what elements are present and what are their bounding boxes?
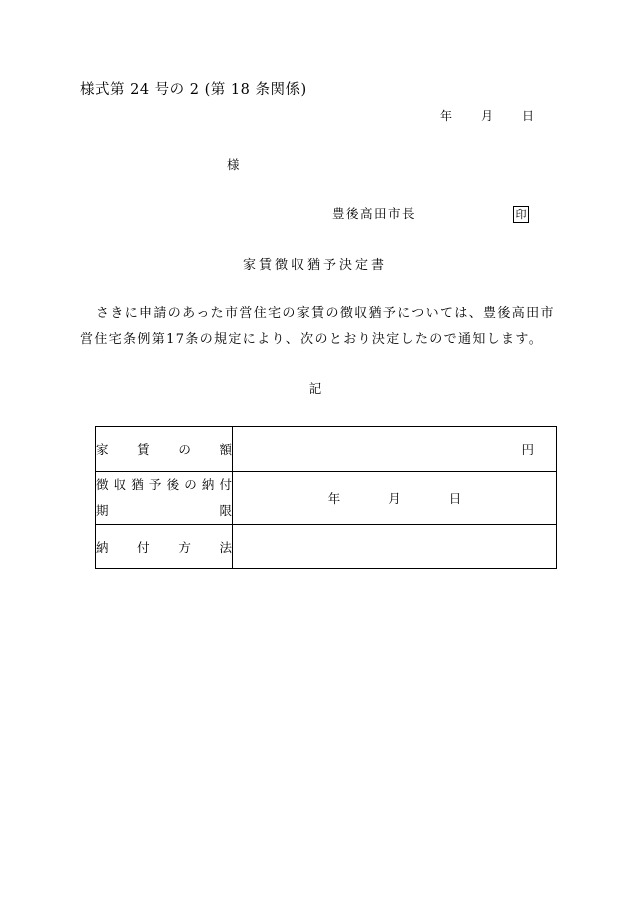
label-char: 付 xyxy=(137,539,150,555)
label-char: の xyxy=(184,477,197,492)
payment-deadline-value[interactable] xyxy=(233,472,557,525)
label-char: 徴 xyxy=(96,477,109,492)
decision-table xyxy=(95,426,557,569)
label-char: 方 xyxy=(178,539,191,555)
label-char: 猶 xyxy=(131,477,144,492)
table-row xyxy=(96,472,557,525)
body-text-line-1: さきに申請のあった市営住宅の家賃の徴収猶予については、豊後高田市 xyxy=(96,306,555,321)
ki-heading: 記 xyxy=(308,381,322,396)
document-title: 家賃徴収猶予決定書 xyxy=(242,258,387,273)
label-char: 家 xyxy=(96,442,109,457)
label-char: 賃 xyxy=(137,442,150,457)
date-year-label: 年 xyxy=(440,109,453,123)
table-row xyxy=(96,427,557,472)
deadline-year-label: 年 xyxy=(327,491,341,506)
date-day-label: 日 xyxy=(522,109,535,123)
payment-deadline-label xyxy=(96,472,233,525)
form-number: 様式第 24 号の 2 (第 18 条関係) xyxy=(80,82,307,98)
label-char: 期 xyxy=(96,503,109,518)
label-char: 法 xyxy=(219,539,232,555)
seal-mark: 印 xyxy=(513,206,529,223)
label-char: 納 xyxy=(96,539,109,555)
addressee-honorific: 様 xyxy=(227,157,240,172)
label-char: 付 xyxy=(219,477,232,492)
body-text-line-2: 営住宅条例第17条の規定により、次のとおり決定したので通知します。 xyxy=(80,332,544,347)
rent-amount-label xyxy=(96,427,233,472)
label-char: の xyxy=(178,442,191,457)
payment-method-label xyxy=(96,525,233,569)
date-month-label: 月 xyxy=(481,109,494,123)
label-char: 予 xyxy=(148,477,162,492)
label-char: 限 xyxy=(219,503,232,518)
table-row xyxy=(96,525,557,569)
label-char: 納 xyxy=(201,477,215,492)
payment-method-value[interactable] xyxy=(233,525,557,569)
label-char: 額 xyxy=(219,442,232,457)
deadline-day-label: 日 xyxy=(448,491,462,506)
issuer-name: 豊後高田市長 xyxy=(332,206,417,221)
rent-amount-value[interactable]: 円 xyxy=(233,427,557,472)
label-char: 収 xyxy=(113,477,127,492)
label-char: 後 xyxy=(166,477,180,492)
deadline-month-label: 月 xyxy=(388,491,401,506)
